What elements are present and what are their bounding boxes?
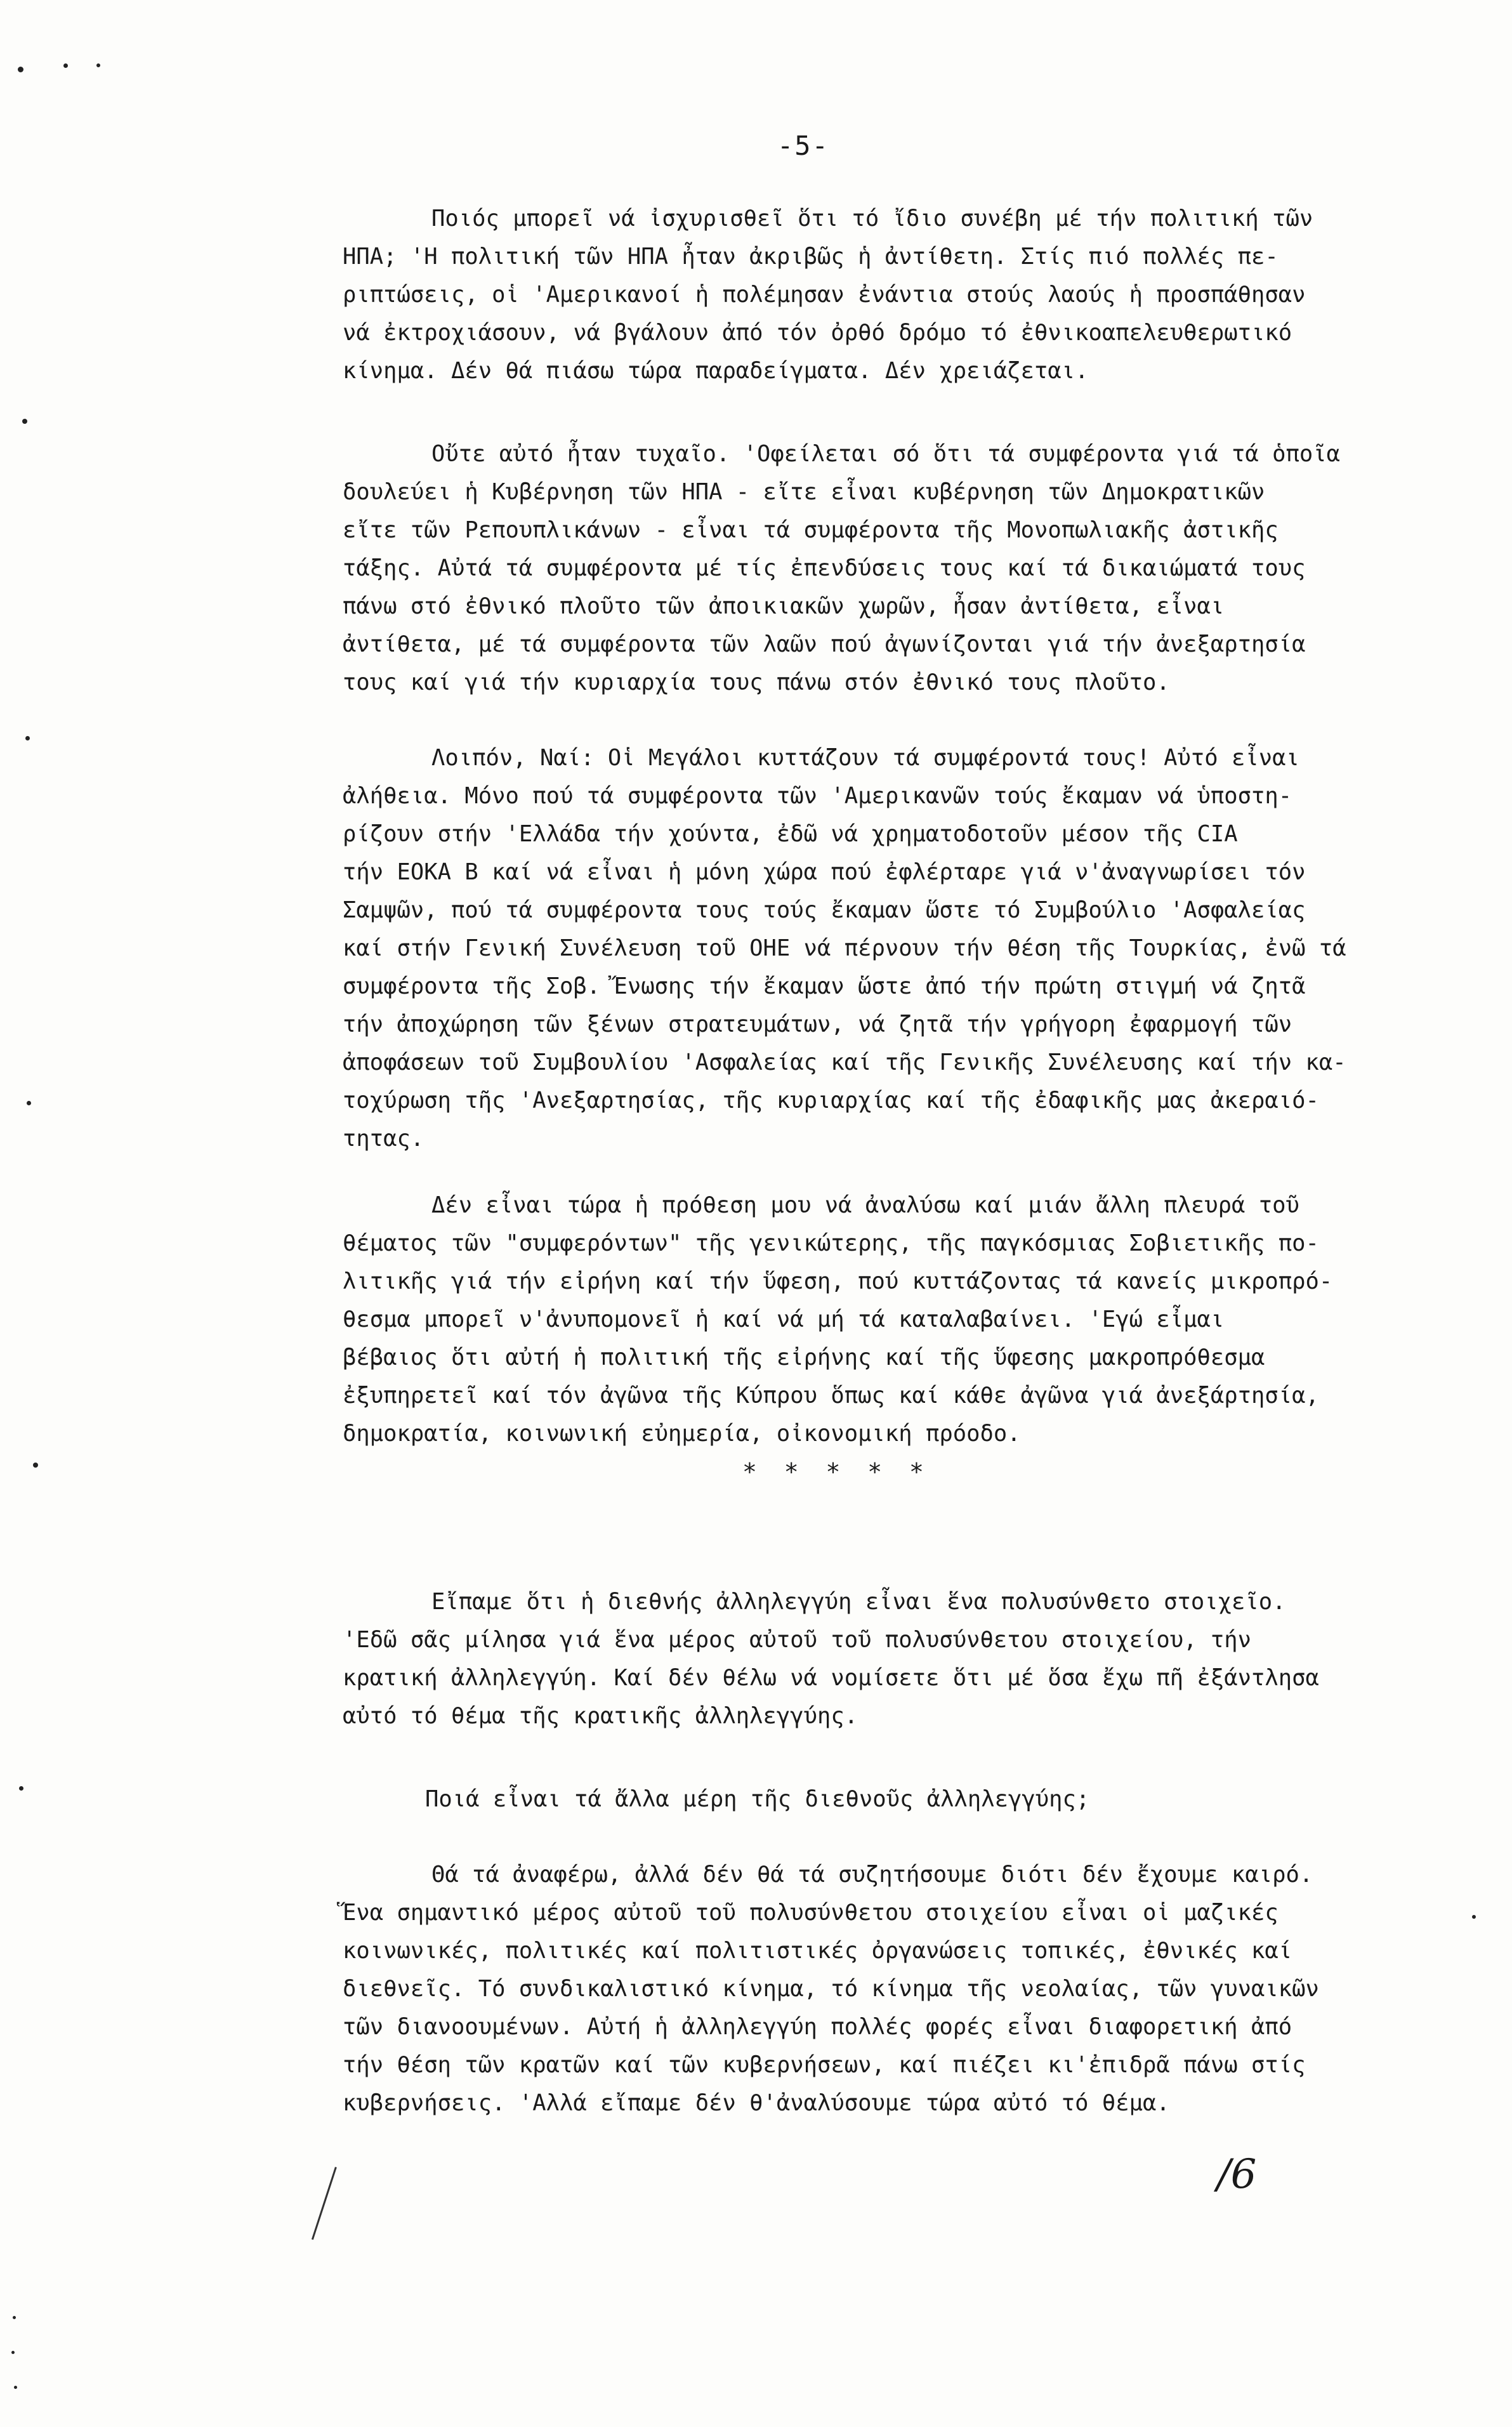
text-line: ἀντίθετα, μέ τά συμφέροντα τῶν λαῶν πού ἀγωνίζονται γιά τήν ἀνεξαρτησία — [343, 631, 1306, 657]
paragraph-3 — [343, 739, 1497, 1158]
text-line: τήν θέση τῶν κρατῶν καί τῶν κυβερνήσεων, καί πιέζει κι'ἐπιδρᾶ πάνω στίς — [343, 2052, 1306, 2078]
text-line: τοχύρωση τῆς 'Ανεξαρτησίας, τῆς κυριαρχίας καί τῆς ἐδαφικῆς μας ἀκεραιό- — [343, 1088, 1319, 1114]
paragraph-6 — [343, 1856, 1497, 2122]
scan-speck — [11, 2351, 15, 2354]
text-line: Δέν εἶναι τώρα ἡ πρόθεση μου νά ἀναλύσω καί μιάν ἄλλη πλευρά τοῦ — [431, 1192, 1299, 1218]
text-line: δημοκρατία, κοινωνική εὐημερία, οἰκονομική πρόοδο. — [343, 1421, 1021, 1447]
text-line: ἀποφάσεων τοῦ Συμβουλίου 'Ασφαλείας καί τῆς Γενικῆς Συνέλευσης καί τήν κα- — [343, 1049, 1346, 1075]
scan-speck — [63, 63, 68, 68]
paragraph-5 — [343, 1583, 1497, 1735]
text-line: λιτικῆς γιά τήν εἰρήνη καί τήν ὕφεση, πού κυττάζοντας τά κανείς μικροπρό- — [343, 1268, 1333, 1294]
text-line: τήν ἀποχώρηση τῶν ξένων στρατευμάτων, νά ζητᾶ τήν γρήγορη ἐφαρμογή τῶν — [343, 1011, 1292, 1037]
scan-speck — [14, 2386, 17, 2389]
question-line: Ποιά εἶναι τά ἄλλα μέρη τῆς διεθνοῦς ἀλληλεγγύης; — [425, 1786, 1090, 1812]
text-line: ρίζουν στήν 'Ελλάδα τήν χούντα, ἐδῶ νά χρηματοδοτοῦν μέσον τῆς CIA — [343, 821, 1238, 847]
text-line: κοινωνικές, πολιτικές καί πολιτιστικές ὀργανώσεις τοπικές, ἐθνικές καί — [343, 1938, 1292, 1964]
text-line: πάνω στό ἐθνικό πλοῦτο τῶν ἀποικιακῶν χωρῶν, ἦσαν ἀντίθετα, εἶναι — [343, 593, 1225, 619]
text-line: Θά τά ἀναφέρω, ἀλλά δέν θά τά συζητήσουμε διότι δέν ἔχουμε καιρό. — [431, 1862, 1313, 1888]
text-line: νά ἐκτροχιάσουν, νά βγάλουν ἀπό τόν ὀρθό δρόμο τό ἐθνικοαπελευθερωτικό — [343, 320, 1292, 346]
paragraph-4 — [343, 1187, 1497, 1453]
text-line: ἐξυπηρετεῖ καί τόν ἀγῶνα τῆς Κύπρου ὅπως καί κάθε ἀγῶνα γιά ἀνεξάρτησία, — [343, 1383, 1319, 1409]
paragraph-2 — [343, 435, 1497, 702]
text-line: θεσμα μπορεῖ ν'ἀνυπομονεῖ ἡ καί νά μή τά καταλαβαίνει. 'Εγώ εἶμαι — [343, 1306, 1225, 1332]
text-line: κρατική ἀλληλεγγύη. Καί δέν θέλω νά νομίσετε ὅτι μέ ὅσα ἔχω πῆ ἐξάντλησα — [343, 1665, 1319, 1691]
paragraph-1 — [343, 200, 1497, 390]
text-line: συμφέροντα τῆς Σοβ. Ἔνωσης τήν ἔκαμαν ὥστε ἀπό τήν πρώτη στιγμή νά ζητᾶ — [343, 973, 1306, 999]
text-line: Ποιός μπορεῖ νά ἰσχυρισθεῖ ὅτι τό ἴδιο συνέβη μέ τήν πολιτική τῶν — [431, 206, 1313, 232]
page-number: -5- — [777, 130, 829, 161]
scan-speck — [22, 419, 27, 424]
next-page-marker: /6 — [1217, 2151, 1257, 2198]
text-line: τήν ΕΟΚΑ Β καί νά εἶναι ἡ μόνη χώρα πού ἐφλέρταρε γιά ν'ἀναγνωρίσει τόν — [343, 859, 1306, 885]
scan-speck — [13, 2316, 16, 2319]
scan-speck — [1472, 1915, 1476, 1919]
text-line: κυβερνήσεις. 'Αλλά εἴπαμε δέν θ'ἀναλύσουμε τώρα αὐτό τό θέμα. — [343, 2090, 1170, 2116]
text-line: τους καί γιά τήν κυριαρχία τους πάνω στόν ἐθνικό τους πλοῦτο. — [343, 669, 1170, 695]
text-line: ριπτώσεις, οἱ 'Αμερικανοί ἡ πολέμησαν ἐνάντια στούς λαούς ἡ προσπάθησαν — [343, 282, 1306, 308]
text-line: εἴτε τῶν Ρεπουπλικάνων - εἶναι τά συμφέροντα τῆς Μονοπωλιακῆς ἀστικῆς — [343, 517, 1279, 543]
text-line: Οὔτε αὐτό ἦταν τυχαῖο. 'Οφείλεται σό ὅτι τά συμφέροντα γιά τά ὁποῖα — [431, 441, 1340, 467]
text-line: Ἕνα σημαντικό μέρος αὐτοῦ τοῦ πολυσύνθετου στοιχείου εἶναι οἱ μαζικές — [343, 1900, 1279, 1926]
text-line: διεθνεῖς. Τό συνδικαλιστικό κίνημα, τό κίνημα τῆς νεολαίας, τῶν γυναικῶν — [343, 1976, 1319, 2002]
text-line: τῶν διανοουμένων. Αὐτή ἡ ἀλληλεγγύη πολλές φορές εἶναι διαφορετική ἀπό — [343, 2014, 1292, 2040]
text-line: ἀλήθεια. Μόνο πού τά συμφέροντα τῶν 'Αμερικανῶν τούς ἔκαμαν νά ὑποστη- — [343, 783, 1292, 809]
text-line: καί στήν Γενική Συνέλευση τοῦ ΟΗΕ νά πέρνουν τήν θέση τῆς Τουρκίας, ἐνῶ τά — [343, 935, 1346, 961]
section-separator: * * * * * — [742, 1458, 930, 1486]
text-line: αὐτό τό θέμα τῆς κρατικῆς ἀλληλεγγύης. — [343, 1703, 858, 1729]
text-line: θέματος τῶν "συμφερόντων" τῆς γενικώτερης, τῆς παγκόσμιας Σοβιετικῆς πο- — [343, 1230, 1319, 1256]
scan-speck — [33, 1463, 38, 1468]
text-line: Σαμψῶν, πού τά συμφέροντα τους τούς ἔκαμαν ὥστε τό Συμβούλιο 'Ασφαλείας — [343, 897, 1306, 923]
text-line: βέβαιος ὅτι αὐτή ἡ πολιτική τῆς εἰρήνης καί τῆς ὕφεσης μακροπρόθεσμα — [343, 1345, 1265, 1371]
text-line: δουλεύει ἡ Κυβέρνηση τῶν ΗΠΑ - εἴτε εἶναι κυβέρνηση τῶν Δημοκρατικῶν — [343, 479, 1265, 505]
text-line: τάξης. Αὐτά τά συμφέροντα μέ τίς ἐπενδύσεις τους καί τά δικαιώματά τους — [343, 555, 1306, 581]
text-line: Λοιπόν, Ναί: Οἱ Μεγάλοι κυττάζουν τά συμφέροντά τους! Αὐτό εἶναι — [431, 745, 1299, 771]
scan-speck — [25, 736, 30, 740]
scan-speck — [27, 1101, 31, 1105]
text-line: Εἴπαμε ὅτι ἡ διεθνής ἀλληλεγγύη εἶναι ἕνα πολυσύνθετο στοιχεῖο. — [431, 1589, 1286, 1615]
scan-speck — [96, 63, 100, 67]
scan-speck — [18, 67, 23, 72]
scan-speck — [19, 1786, 23, 1791]
text-line: κίνημα. Δέν θά πιάσω τώρα παραδείγματα. Δέν χρειάζεται. — [343, 358, 1089, 384]
text-line: 'Εδῶ σᾶς μίλησα γιά ἕνα μέρος αὐτοῦ τοῦ πολυσύνθετου στοιχείου, τήν — [343, 1627, 1251, 1653]
text-line: ΗΠΑ; 'Η πολιτική τῶν ΗΠΑ ἦταν ἀκριβῶς ἡ ἀντίθετη. Στίς πιό πολλές πε- — [343, 244, 1279, 270]
pen-stroke — [312, 2167, 337, 2240]
text-line: τητας. — [343, 1126, 424, 1152]
